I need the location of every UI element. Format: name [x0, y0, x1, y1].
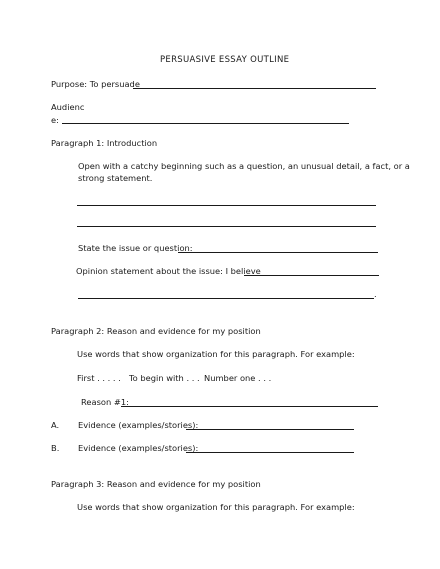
evidence-b-marker: B. [51, 443, 60, 453]
opinion-period: . [374, 289, 377, 299]
reason-1-answer-line[interactable] [121, 406, 378, 407]
audience-label-line1: Audienc [51, 102, 85, 112]
paragraph-3-heading: Paragraph 3: Reason and evidence for my position [51, 479, 261, 489]
paragraph-2-heading: Paragraph 2: Reason and evidence for my position [51, 326, 261, 336]
reason-1-label: Reason #1: [81, 397, 129, 407]
evidence-a-answer-line[interactable] [186, 429, 354, 430]
organization-example-3: Number one . . . [204, 373, 272, 383]
audience-label-line2: e: [51, 115, 59, 125]
evidence-a-label: Evidence (examples/stories): [78, 420, 199, 430]
issue-answer-line[interactable] [178, 252, 378, 253]
purpose-answer-line[interactable] [133, 88, 376, 89]
purpose-label: Purpose: To persuade [51, 79, 140, 89]
opinion-continuation-line[interactable] [78, 298, 374, 299]
paragraph-1-instruction-line2: strong statement. [78, 173, 153, 183]
catchy-beginning-line-2[interactable] [77, 226, 376, 227]
organization-example-1: First . . . . . [77, 373, 121, 383]
paragraph-2-instruction: Use words that show organization for this paragraph. For example: [77, 349, 355, 359]
paragraph-3-instruction: Use words that show organization for this paragraph. For example: [77, 502, 355, 512]
organization-example-2: To begin with . . . [129, 373, 200, 383]
catchy-beginning-line-1[interactable] [77, 205, 376, 206]
paragraph-1-instruction-line1: Open with a catchy beginning such as a question, an unusual detail, a fact, or a [78, 161, 410, 171]
opinion-answer-line[interactable] [244, 275, 379, 276]
issue-label: State the issue or question: [78, 243, 193, 253]
evidence-a-marker: A. [51, 420, 60, 430]
audience-answer-line[interactable] [62, 123, 349, 124]
opinion-label: Opinion statement about the issue: I believe [76, 266, 261, 276]
evidence-b-label: Evidence (examples/stories): [78, 443, 199, 453]
document-title: PERSUASIVE ESSAY OUTLINE [160, 55, 290, 65]
paragraph-1-heading: Paragraph 1: Introduction [51, 138, 158, 148]
evidence-b-answer-line[interactable] [186, 452, 354, 453]
